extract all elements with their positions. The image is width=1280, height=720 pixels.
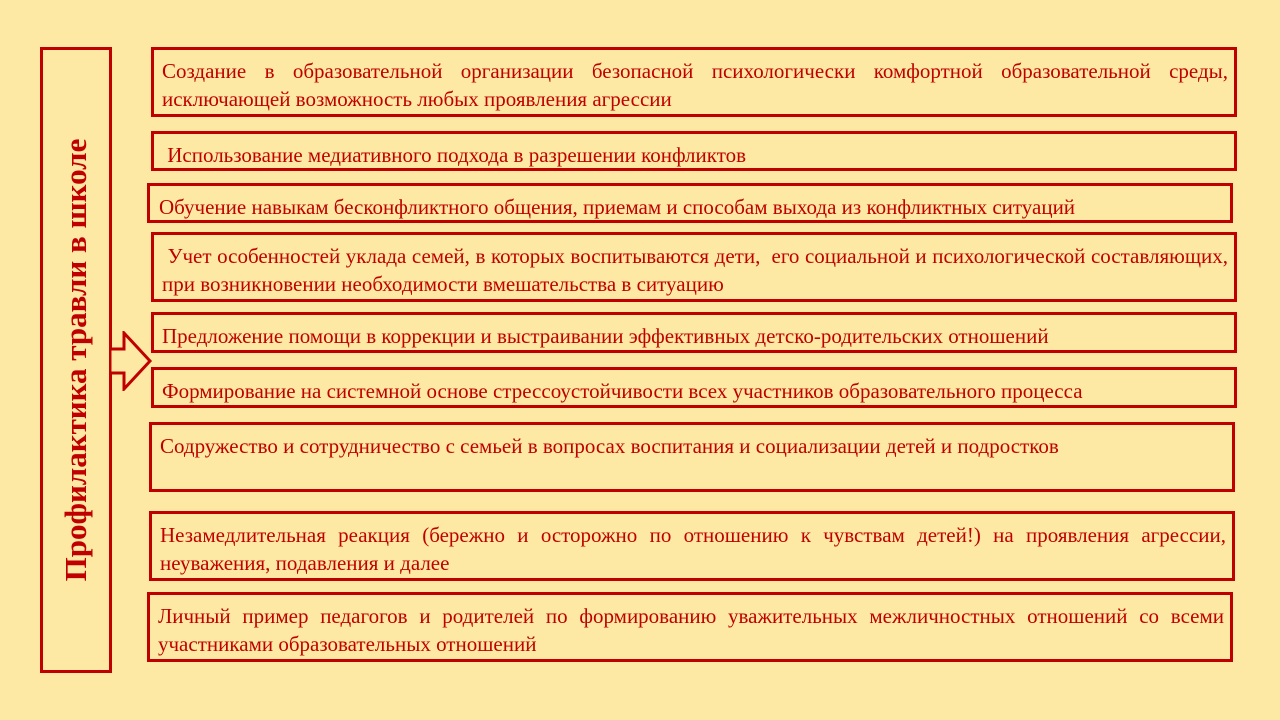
item-text: Формирование на системной основе стрессоустойчивости всех участников образовательного процесса xyxy=(162,379,1083,403)
list-item xyxy=(151,131,1237,171)
item-text: Учет особенностей уклада семей, в которых воспитываются дети, его социальной и психологической составляющих, при возникновении необходимости вмешательства в ситуацию xyxy=(162,244,1234,296)
list-item xyxy=(147,592,1233,662)
item-text: Создание в образовательной организации безопасной психологически комфортной образовательной среды, исключающей возможность любых проявления агрессии xyxy=(162,59,1228,111)
item-text: Содружество и сотрудничество с семьей в вопросах воспитания и социализации детей и подростков xyxy=(160,434,1059,458)
item-text: Использование медиативного подхода в разрешении конфликтов xyxy=(162,143,747,167)
list-item xyxy=(149,511,1235,581)
list-item xyxy=(151,367,1237,408)
list-item xyxy=(147,183,1233,223)
item-text: Предложение помощи в коррекции и выстраивании эффективных детско-родительских отношений xyxy=(162,324,1049,348)
side-title-box xyxy=(40,47,112,673)
item-text: Обучение навыкам бесконфликтного общения, приемам и способам выхода из конфликтных ситуаций xyxy=(159,195,1076,219)
item-text: Незамедлительная реакция (бережно и осторожно по отношению к чувствам детей!) на проявления агрессии, неуважения, подавления и далее xyxy=(160,523,1226,575)
list-item xyxy=(151,47,1237,117)
list-item xyxy=(151,312,1237,353)
arrow-right-icon xyxy=(110,331,154,391)
item-text: Личный пример педагогов и родителей по формированию уважительных межличностных отношений со всеми участниками образовательных отношений xyxy=(158,604,1224,656)
list-item xyxy=(149,422,1235,492)
side-title: Профилактика травли в школе xyxy=(58,138,93,582)
list-item xyxy=(151,232,1237,302)
